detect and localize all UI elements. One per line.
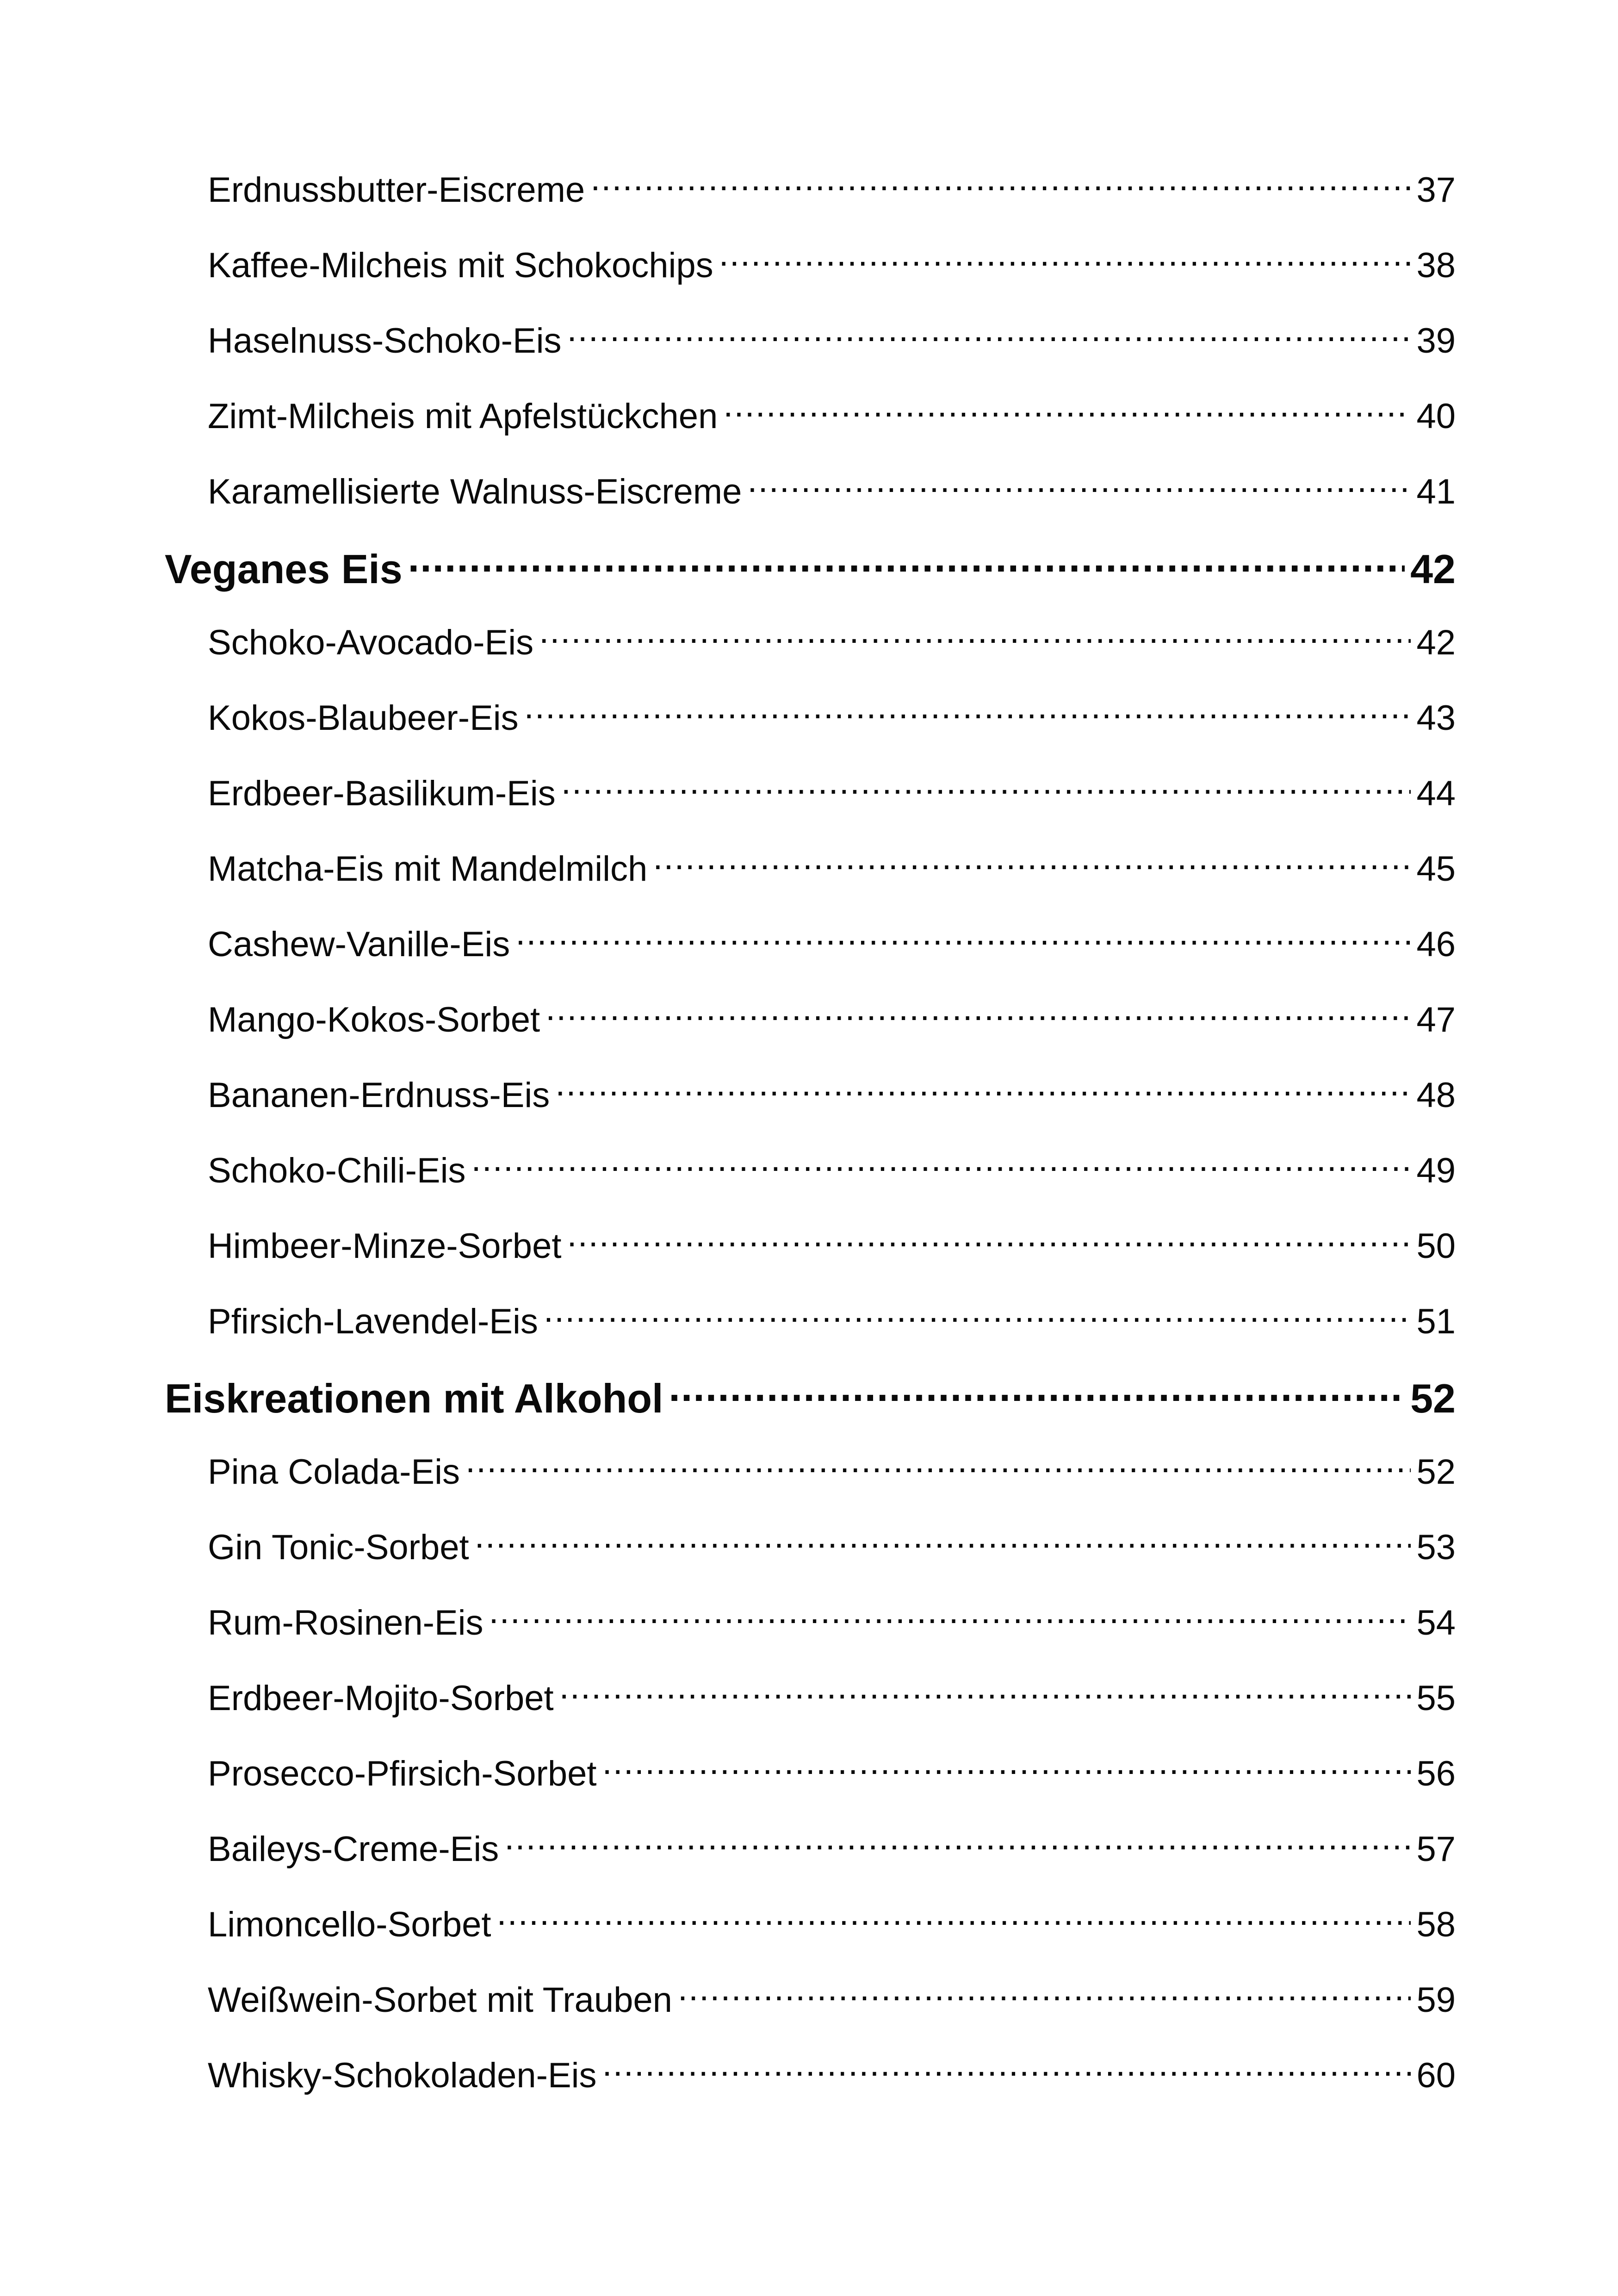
- toc-entry[interactable]: [208, 317, 1456, 364]
- toc-entry-page-number: 55: [1416, 1679, 1456, 1718]
- dot-leader: [515, 921, 1411, 956]
- toc-entry-page-number: 41: [1416, 472, 1456, 511]
- toc-entry-title: Baileys-Creme-Eis: [208, 1829, 499, 1869]
- toc-entry-title: Cashew-Vanille-Eis: [208, 925, 510, 964]
- toc-entry-page-number: 53: [1416, 1528, 1456, 1567]
- dot-leader: [567, 1223, 1411, 1258]
- toc-entry[interactable]: [208, 1072, 1456, 1118]
- toc-entry-title: Kaffee-Milcheis mit Schokochips: [208, 246, 713, 285]
- toc-entry-page-number: 44: [1416, 774, 1456, 813]
- toc-entry-page-number: 54: [1416, 1603, 1456, 1643]
- toc-entry[interactable]: [208, 167, 1456, 213]
- dot-leader: [559, 1675, 1411, 1710]
- toc-entry[interactable]: [208, 1524, 1456, 1570]
- dot-leader: [567, 317, 1411, 353]
- dot-leader: [475, 1524, 1411, 1559]
- dot-leader: [719, 242, 1411, 277]
- dot-leader: [497, 1901, 1411, 1936]
- toc-entry-page-number: 42: [1416, 623, 1456, 662]
- toc-chapter-page-number: 52: [1410, 1375, 1456, 1421]
- toc-entry[interactable]: [208, 468, 1456, 515]
- toc-entry-title: Karamellisierte Walnuss-Eiscreme: [208, 472, 742, 511]
- dot-leader: [678, 1977, 1411, 2012]
- dot-leader: [544, 1298, 1411, 1333]
- dot-leader: [465, 1449, 1411, 1484]
- toc-entry[interactable]: [208, 2052, 1456, 2098]
- toc-entry-page-number: 38: [1416, 246, 1456, 285]
- toc-entry-page-number: 58: [1416, 1905, 1456, 1944]
- dot-leader: [524, 695, 1411, 730]
- toc-entry-title: Zimt-Milcheis mit Apfelstückchen: [208, 397, 718, 436]
- toc-entry-title: Weißwein-Sorbet mit Trauben: [208, 1980, 672, 2020]
- toc-entry-page-number: 60: [1416, 2056, 1456, 2095]
- toc-entry-title: Pfirsich-Lavendel-Eis: [208, 1302, 538, 1341]
- dot-leader: [546, 996, 1411, 1032]
- toc-entry[interactable]: [208, 770, 1456, 816]
- dot-leader: [555, 1072, 1411, 1107]
- toc-entry-page-number: 40: [1416, 397, 1456, 436]
- toc-entry-title: Schoko-Chili-Eis: [208, 1151, 466, 1190]
- toc-entry-title: Gin Tonic-Sorbet: [208, 1528, 469, 1567]
- toc-entry-title: Himbeer-Minze-Sorbet: [208, 1226, 562, 1266]
- toc-entry[interactable]: [208, 619, 1456, 666]
- toc-entry-page-number: 51: [1416, 1302, 1456, 1341]
- toc-entry-page-number: 37: [1416, 170, 1456, 210]
- toc-entry-page-number: 52: [1416, 1452, 1456, 1492]
- toc-entry-page-number: 56: [1416, 1754, 1456, 1793]
- toc-entry-page-number: 39: [1416, 321, 1456, 361]
- dot-leader: [669, 1372, 1405, 1412]
- toc-entry[interactable]: [208, 1977, 1456, 2023]
- toc-entry-title: Mango-Kokos-Sorbet: [208, 1000, 540, 1039]
- dot-leader: [723, 393, 1411, 428]
- toc-entry[interactable]: [208, 1223, 1456, 1269]
- toc-entry-title: Whisky-Schokoladen-Eis: [208, 2056, 597, 2095]
- toc-entry-title: Erdbeer-Mojito-Sorbet: [208, 1679, 554, 1718]
- toc-entry-title: Pina Colada-Eis: [208, 1452, 460, 1492]
- toc-entry-page-number: 48: [1416, 1076, 1456, 1115]
- toc-entry-page-number: 59: [1416, 1980, 1456, 2020]
- dot-leader: [653, 846, 1411, 881]
- toc-entry[interactable]: [208, 846, 1456, 892]
- toc-entry-title: Limoncello-Sorbet: [208, 1905, 491, 1944]
- toc-entry[interactable]: [208, 996, 1456, 1043]
- toc-entry-title: Schoko-Avocado-Eis: [208, 623, 534, 662]
- toc-entry[interactable]: [208, 1599, 1456, 1646]
- toc-entry[interactable]: [208, 393, 1456, 439]
- toc-entry[interactable]: [208, 695, 1456, 741]
- toc-entry[interactable]: [208, 1449, 1456, 1495]
- dot-leader: [602, 1750, 1411, 1786]
- toc-entry[interactable]: [208, 1147, 1456, 1194]
- toc-entry-page-number: 47: [1416, 1000, 1456, 1039]
- toc-entry-title: Prosecco-Pfirsich-Sorbet: [208, 1754, 597, 1793]
- toc-entry-title: Erdbeer-Basilikum-Eis: [208, 774, 556, 813]
- toc-chapter-title: Eiskreationen mit Alkohol: [165, 1375, 663, 1421]
- dot-leader: [747, 468, 1411, 504]
- dot-leader: [408, 542, 1405, 583]
- dot-leader: [504, 1826, 1411, 1861]
- toc-entry[interactable]: [208, 242, 1456, 288]
- dot-leader: [602, 2052, 1411, 2087]
- toc-entry-page-number: 49: [1416, 1151, 1456, 1190]
- toc-entry[interactable]: [208, 921, 1456, 967]
- toc-entry-title: Erdnussbutter-Eiscreme: [208, 170, 585, 210]
- dot-leader: [539, 619, 1411, 654]
- toc-entry[interactable]: [208, 1750, 1456, 1797]
- dot-leader: [489, 1599, 1411, 1635]
- toc-entry-page-number: 57: [1416, 1829, 1456, 1869]
- toc-entry[interactable]: [208, 1298, 1456, 1344]
- toc-entry-page-number: 45: [1416, 849, 1456, 889]
- dot-leader: [561, 770, 1411, 805]
- toc-chapter-page-number: 42: [1410, 546, 1456, 592]
- toc-entry[interactable]: [208, 1901, 1456, 1948]
- dot-leader: [471, 1147, 1411, 1182]
- toc-entry-title: Matcha-Eis mit Mandelmilch: [208, 849, 648, 889]
- toc-entry-title: Rum-Rosinen-Eis: [208, 1603, 484, 1643]
- toc-entry-page-number: 46: [1416, 925, 1456, 964]
- toc-entry-title: Haselnuss-Schoko-Eis: [208, 321, 562, 361]
- toc-chapter-entry[interactable]: [165, 542, 1456, 593]
- dot-leader: [590, 167, 1411, 202]
- toc-entry-title: Bananen-Erdnuss-Eis: [208, 1076, 550, 1115]
- toc-entry[interactable]: [208, 1675, 1456, 1721]
- toc-entry[interactable]: [208, 1826, 1456, 1872]
- toc-entry-page-number: 43: [1416, 698, 1456, 738]
- toc-chapter-title: Veganes Eis: [165, 546, 403, 592]
- toc-entry-title: Kokos-Blaubeer-Eis: [208, 698, 519, 738]
- toc-chapter-entry[interactable]: [165, 1372, 1456, 1423]
- toc-entry-page-number: 50: [1416, 1226, 1456, 1266]
